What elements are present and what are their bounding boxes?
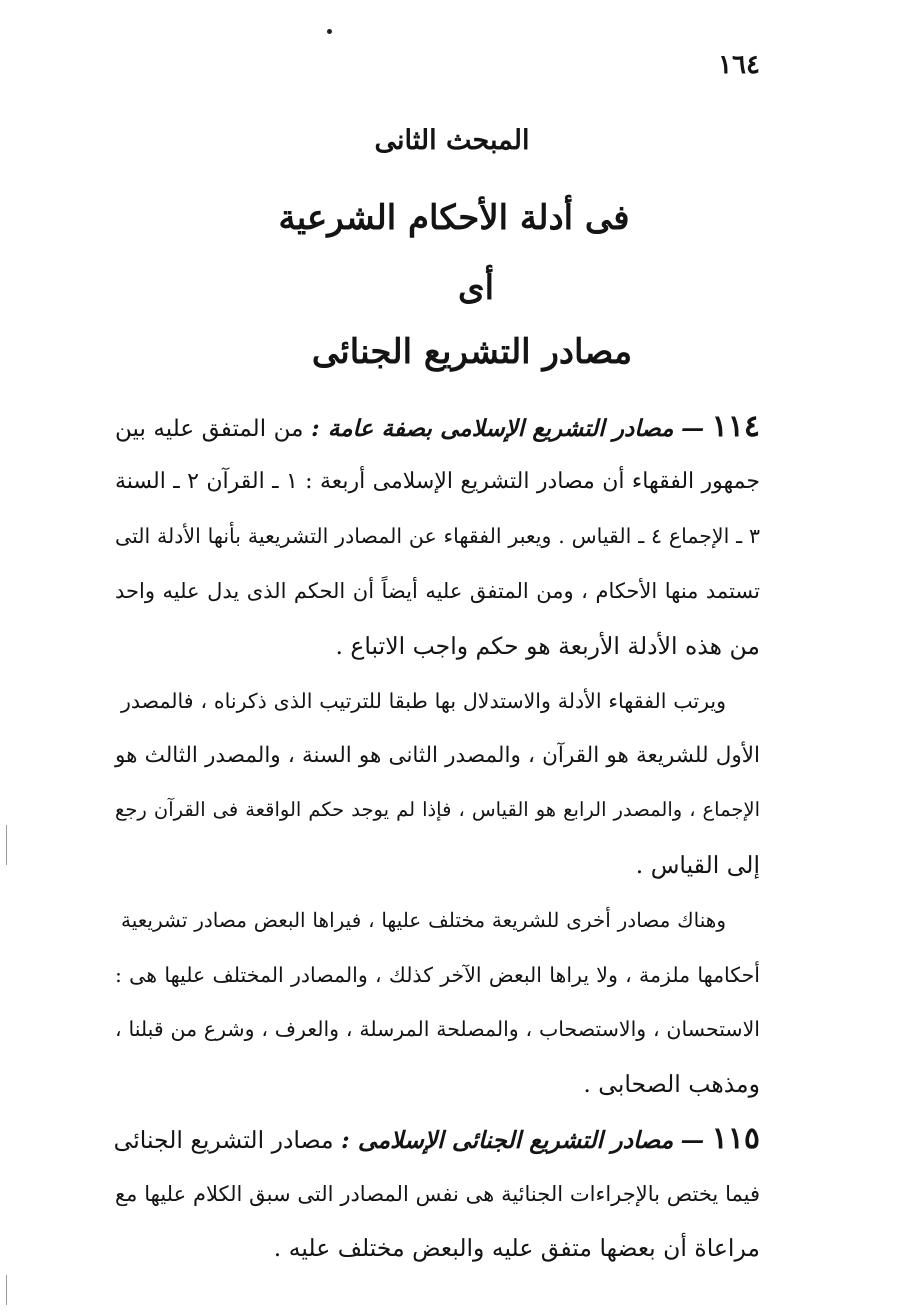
section-title: مصادر التشريع الإسلامى بصفة عامة : <box>311 415 674 442</box>
body-line: إلى القياس . <box>635 851 760 879</box>
body-line: الاستحسان ، والاستصحاب ، والمصلحة المرسلة ، والعرف ، وشرع من قبلنا ، <box>115 1017 760 1041</box>
chapter-title: فى أدلة الأحكام الشرعية <box>278 198 630 238</box>
heading-connector: أى <box>457 268 495 308</box>
margin-scan-mark <box>6 825 7 865</box>
ink-dot <box>327 29 332 34</box>
section-dash: — <box>680 1126 705 1154</box>
body-line: جمهور الفقهاء أن مصادر التشريع الإسلامى أربعة : ١ ـ القرآن ٢ ـ السنة <box>115 469 761 494</box>
body-line: ومذهب الصحابى . <box>583 1070 760 1098</box>
margin-scan-mark <box>6 1275 7 1305</box>
body-text: من المتفق عليه بين <box>115 416 304 442</box>
section-heading: المبحث الثانى <box>374 125 530 156</box>
page-number: ١٦٤ <box>718 50 760 80</box>
body-line: الإجماع ، والمصدر الرابع هو القياس ، فإذا لم يوجد حكم الواقعة فى القرآن رجع <box>115 798 760 821</box>
body-line: مراعاة أن بعضها متفق عليه والبعض مختلف عليه . <box>273 1234 760 1262</box>
section-number: ١١٤ <box>711 409 761 444</box>
body-line: فيما يختص بالإجراءات الجنائية هى نفس المصادر التى سبق الكلام عليها مع <box>115 1182 760 1206</box>
section-114-heading-line <box>115 409 761 444</box>
body-line: من هذه الأدلة الأربعة هو حكم واجب الاتباع . <box>335 632 760 660</box>
section-dash: — <box>681 415 705 442</box>
section-number: ١١٥ <box>711 1121 760 1156</box>
body-line: أحكامها ملزمة ، ولا يراها البعض الآخر كذلك ، والمصادر المختلف عليها هى : <box>115 963 760 987</box>
body-text: مصادر التشريع الجنائى <box>113 1126 334 1154</box>
body-line: تستمد منها الأحكام ، ومن المتفق عليه أيضاً أن الحكم الذى يدل عليه واحد <box>115 579 760 603</box>
body-line: وهناك مصادر أخرى للشريعة مختلف عليها ، فيراها البعض مصادر تشريعية <box>121 908 726 932</box>
body-line: الأول للشريعة هو القرآن ، والمصدر الثانى هو السنة ، والمصدر الثالث هو <box>115 743 760 768</box>
chapter-subtitle: مصادر التشريع الجنائى <box>311 332 633 372</box>
body-line: ٣ ـ الإجماع ٤ ـ القياس . ويعبر الفقهاء عن المصادر التشريعية بأنها الأدلة التى <box>115 524 760 548</box>
section-115-heading-line <box>113 1121 760 1156</box>
section-title: مصادر التشريع الجنائى الإسلامى : <box>341 1126 674 1154</box>
body-line: ويرتب الفقهاء الأدلة والاستدلال بها طبقا للترتيب الذى ذكرناه ، فالمصدر <box>121 689 726 713</box>
